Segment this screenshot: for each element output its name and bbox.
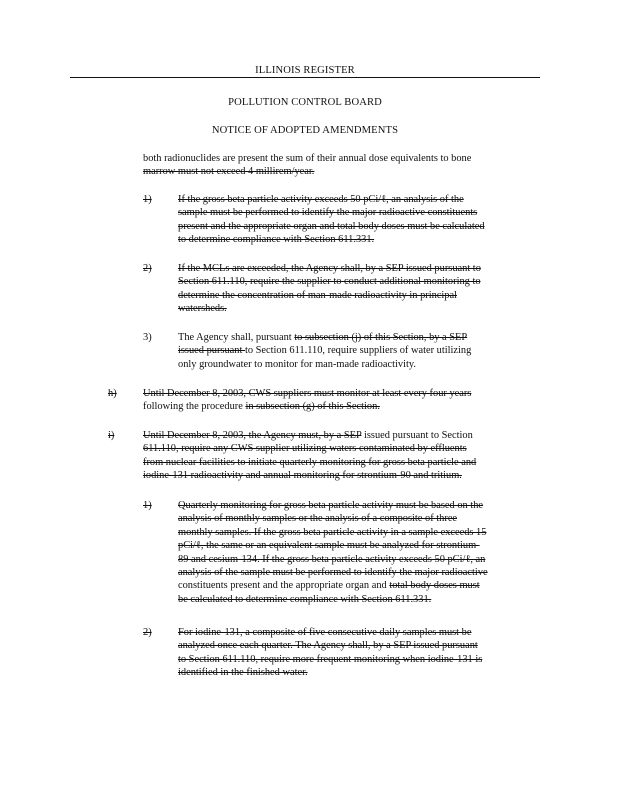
text-line: 89 and cesium-134. If the gross beta particle activity exceeds 50 pCi/ℓ, an xyxy=(178,553,486,565)
struck-text: to subsection (j) of this Section, by a SEP xyxy=(294,332,468,343)
item-i-text xyxy=(143,429,476,483)
text-line: watersheds. xyxy=(178,303,227,315)
item-label: 3) xyxy=(143,332,152,343)
struck-text: total body doses must xyxy=(389,580,480,592)
item-label: h) xyxy=(108,388,117,399)
notice-title: NOTICE OF ADOPTED AMENDMENTS xyxy=(211,125,399,136)
item-label: i) xyxy=(108,430,115,441)
text-line: analyzed once each quarter. The Agency shall, by a SEP issued pursuant xyxy=(178,640,478,652)
text-line: sample must be performed to identify the major radioactive constituents xyxy=(178,207,478,219)
struck-text: issued pursuant xyxy=(178,345,245,357)
text-line: to Section 611.110, require more frequent monitoring when iodine-131 is xyxy=(178,653,483,665)
item-i2-text xyxy=(178,626,482,680)
board-title: POLLUTION CONTROL BOARD xyxy=(228,97,382,108)
item-label: 2) xyxy=(143,627,152,638)
text-span: constituents present and the appropriate organ and xyxy=(178,580,390,592)
item-3-text xyxy=(178,331,471,371)
text-line: Quarterly monitoring for gross beta particle activity must be based on the xyxy=(178,500,483,511)
text-line: monthly samples. If the gross beta particle activity in a sample exceeds 15 xyxy=(178,526,487,538)
text-span: The Agency shall, pursuant xyxy=(178,332,295,343)
item-label: 1) xyxy=(143,500,152,511)
text-line: marrow must not exceed 4 millirem/year. xyxy=(143,166,315,178)
text-line xyxy=(178,579,488,592)
text-span: issued pursuant to Section xyxy=(361,430,473,441)
text-span: following the procedure xyxy=(143,401,246,413)
text-line: Section 611.110, require the supplier to conduct additional monitoring to xyxy=(178,276,481,288)
struck-text: in subsection (g) of this Section. xyxy=(245,401,380,413)
text-line xyxy=(178,344,471,357)
text-line xyxy=(143,429,476,442)
text-line: Until December 8, 2003, CWS suppliers must monitor at least every four years xyxy=(143,388,472,399)
text-line: For iodine-131, a composite of five consecutive daily samples must be xyxy=(178,627,472,638)
text-line: both radionuclides are present the sum of their annual dose equivalents to bone xyxy=(143,153,472,164)
item-2-text xyxy=(178,262,481,316)
text-line xyxy=(178,331,471,344)
struck-text: SEP xyxy=(343,430,362,441)
text-line: from nuclear facilities to initiate quarterly monitoring for gross beta particle and xyxy=(143,456,477,468)
text-line: 611.110, require any CWS supplier utilizing waters contaminated by effluents xyxy=(143,443,467,455)
text-line: analysis of the sample must be performed to identify the major radioactive xyxy=(178,567,488,579)
text-span: to Section 611.110, require suppliers of water utilizing xyxy=(244,345,472,357)
text-line: analysis of monthly samples or the analysis of a composite of three xyxy=(178,513,458,525)
text-line: present and the appropriate organ and total body doses must be calculated xyxy=(178,220,485,232)
header-rule xyxy=(70,77,540,78)
text-line: pCi/ℓ, the same or an equivalent sample must be analyzed for strontium- xyxy=(178,540,480,552)
struck-text: Until December 8, 2003, the Agency must, by a xyxy=(143,430,344,441)
text-line: If the MCLs are exceeded, the Agency shall, by a SEP issued pursuant to xyxy=(178,263,481,274)
text-line: determine the concentration of man-made radioactivity in principal xyxy=(178,289,457,301)
text-line: to determine compliance with Section 611.331. xyxy=(178,234,375,246)
text-line: only groundwater to monitor for man-made radioactivity. xyxy=(178,358,416,370)
text-line: If the gross beta particle activity exceeds 50 pCi/ℓ, an analysis of the xyxy=(178,194,464,205)
item-label: 2) xyxy=(143,263,152,274)
register-title: ILLINOIS REGISTER xyxy=(255,65,355,76)
item-i1-text xyxy=(178,499,488,606)
text-line: be calculated to determine compliance with Section 611.331. xyxy=(178,593,432,605)
item-1-text xyxy=(178,193,485,247)
item-label: 1) xyxy=(143,194,152,205)
text-line: identified in the finished water. xyxy=(178,667,308,679)
intro-paragraph xyxy=(143,152,471,179)
text-line xyxy=(143,400,471,413)
item-h-text xyxy=(143,387,471,414)
text-line: iodine-131 radioactivity and annual monitoring for strontium-90 and tritium. xyxy=(143,470,462,482)
